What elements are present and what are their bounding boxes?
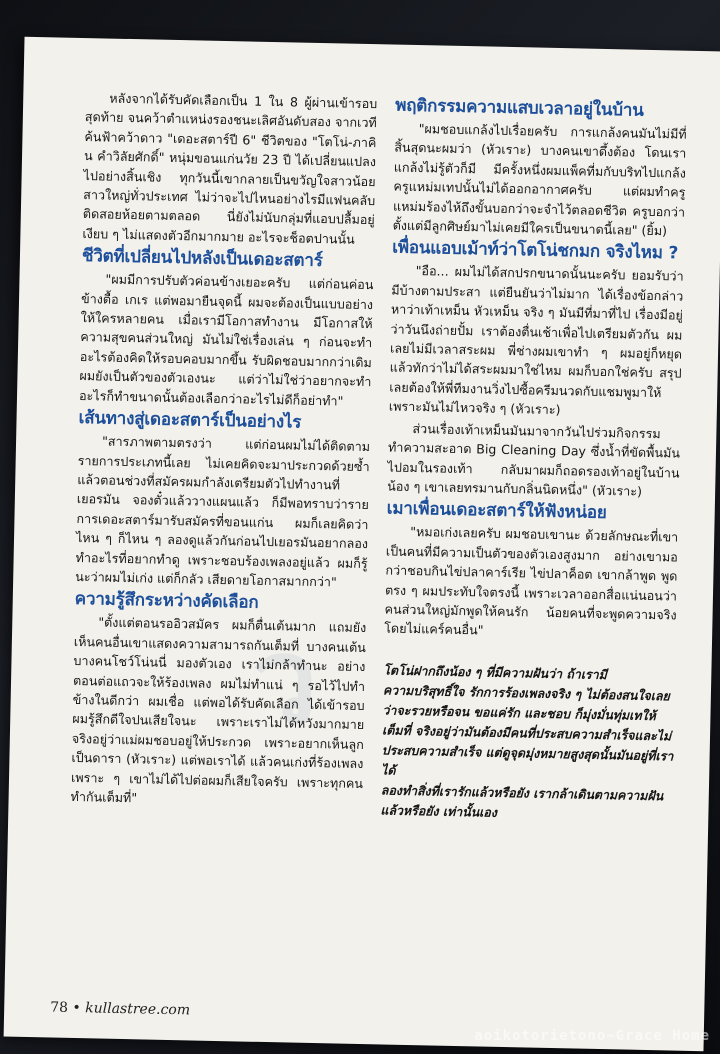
closing-line: ประสบความสำเร็จ แต่ดูจุดมุ่งหมายสูงสุดนั้นมันอยู่ที่เราได้	[381, 742, 674, 778]
closing-line: ความบริสุทธิ์ใจ รักการร้องเพลงจริง ๆ ไม่ต้องสนใจเลย	[382, 682, 670, 704]
closing-line: แล้วหรือยัง เท่านั้นเอง	[380, 802, 498, 820]
left-column	[70, 88, 377, 814]
magazine-page	[4, 37, 720, 1051]
body-paragraph: "ผมมีการปรับตัวค่อนข้างเยอะครับ แต่ก่อนค่อนข้างตื้อ เกเร แต่พอมายืนจุดนี้ ผมจะต้องเป็นแบบอย่างให้ใครหลายคน เมื่อเรามีโอกาสทำงาน มีโอกาสให้ความสุขคนส่วนใหญ่ มันไม่ใช่เรื่องเล่น ๆ ก่อนจะทำอะไรต้องคิดให้รอบคอบมากขึ้น รับผิดชอบมากกว่าเดิม ผมยังเป็นตัวของตัวเองนะ แต่ว่าไม่ใช่ว่าอยากจะทำอะไรก็ทำขนาดนั้นต้องเลือกว่าอะไรไม่ดีก็อย่าทำ"	[78, 271, 374, 409]
body-paragraph: "ตั้งแต่ตอนรออิวสมัคร ผมก็ตื่นเต้นมาก แถมยังเห็นคนอื่นเขาแสดงความสามารถกันเต็มที่ บางคนเต้นบางคนโชว์โน่นนี่ มองตัวเอง เราไม่กล้าทำนะ อย่างตอนต่อแถวจะให้ร้องเพลง ผมไม่ทำแน่ ๆ รอไว้ไปทำข้างในดีกว่า ผมเชื่อ แต่พอได้รับคัดเลือก ได้เข้ารอบ ผมรู้สึกดีใจปนเสียใจนะ เพราะเราไม่ได้หวังมากมาย จริงอยู่ว่าแม่ผมชอบอยู่ให้ประกวด เพราะอยากเห็นลูกเป็นดารา (หัวเราะ) แต่พอเราได้ แล้วคนเก่งที่ร้องเพลงเพราะ ๆ เขาไม่ได้ไปต่อผมก็เสียใจครับ เพราะทุกคนทำกันเต็มที่"	[70, 614, 367, 806]
footer-bullet: •	[72, 999, 81, 1017]
body-paragraph: "หมอเก่งเลยครับ ผมชอบเขานะ ด้วยลักษณะที่เขาเป็นคนที่มีความเป็นตัวของตัวเองสูงมาก อย่างเขามอกว่าชอบกินไข่ปลาคาร์เรีย ไข่ปลาค็อต เขากล้าพูด พูดตรง ๆ ผมประทับใจตรงนี้ เพราะเวลาออกสื่อแน่นอนว่าคนส่วนใหญ่มักพูดให้คนรัก น้อยคนที่จะพูดความจริงโดยไม่แคร์คนอื่น"	[384, 524, 679, 638]
closing-line: ว่าจะรวยหรือจน ขอแค่รัก และชอบ ก็มุ่งมั่นทุ่มเทให้	[382, 702, 656, 723]
closing-line: โตโน่ฝากถึงน้อง ๆ ที่มีความฝันว่า ถ้าเรามี	[383, 662, 607, 682]
right-column	[380, 95, 687, 827]
closing-line: เต็มที่ จริงอยู่ว่ามันต้องมีคนที่ประสบความสำเร็จและไม่	[381, 722, 672, 744]
intro-paragraph: หลังจากได้รับคัดเลือกเป็น 1 ใน 8 ผู้ผ่านเข้ารอบสุดท้าย จนคว้าตำแหน่งรองชนะเลิศอันดับสอง จากเวทีค้นฟ้าคว้าดาว "เดอะสตาร์ปี 6" ชีวิตของ "โตโน่-ภาคิน คำวิลัยศักดิ์" หนุ่มขอนแก่นวัย 23 ปี ได้เปลี่ยนแปลงไปอย่างสิ้นเชิง ทุกวันนี้เขากลายเป็นขวัญใจสาวน้อยสาวใหญ่ทั่วประเทศ ไม่ว่าจะไปไหนอย่างไรมีแฟนคลับติดสอยห้อยตามตลอด นี่ยังไม่นับกลุ่มที่แอบปลื้มอยู่เงียบ ๆ ไม่แสดงตัวอีกมากมาย อะไรจะช็อตปานนั้น	[82, 90, 378, 247]
site-name: kullastree.com	[85, 1000, 191, 1019]
closing-message	[380, 660, 675, 826]
watermark: aoikotorietono~Grace Home	[474, 1028, 710, 1044]
page-footer	[50, 1000, 190, 1019]
closing-line: ลองทำสิ่งที่เรารักแล้วหรือยัง เรากล้าเดินตามความฝัน	[380, 782, 664, 804]
svg-text:ว: ว	[249, 611, 320, 753]
body-paragraph: ส่วนเรื่องเท้าเหม็นมันมาจากวันไปร่วมกิจกรรมทำความสะอาด Big Cleaning Day ซึ่งน้ำที่ขัดพื้นมันไปอมในรองเท้า กลับมาผมก็ถอดรองเท้าอยู่ในบ้าน น้อง ๆ เขาเลยทรมานกับกลิ่นนิดหนึ่ง" (หัวเราะ)	[387, 420, 681, 499]
body-paragraph: "ผมชอบแกล้งไปเรื่อยครับ การแกล้งคนมันไม่มีที่สิ้นสุดนะผมว่า (หัวเราะ) บางคนเขาดึ้งต้อง โดนเราแกล้งไม่รู้ตัวก็มี มีครั้งหนึ่งผมแพ็คที่มกับบริทไปแกล้งครูแหม่มเทปนั้นไม่ได้ออกอากาศครับ แต่ผมทำครูแหม่มร้องไห้ถึงขั้นบอกว่าจะจำไว้ตลอดชีวิต ครูบอกว่าตั้งแต่มีลูกศิษย์มาไม่เคยมีใครเป็นขนาดนี้เลย" (ยิ้ม)	[392, 121, 687, 239]
body-paragraph: "อือ... ผมไม่ได้สกปรกขนาดนั้นนะครับ ยอมรับว่ามีบ้างตามประสา แต่ยืนยันว่าไม่มาก ได้เรื่องข้อกล่าวหาว่าเท้าเหม็น หัวเหม็น จริง ๆ มันมีที่มาที่ไป เรื่องมีอยู่ว่าวันนึงถ่ายปั้ม เราต้องตื่นเช้าเพื่อไปเตรียมตัวกัน ผมเลยไม่มีเวลาสระผม พี่ช่างผมเขาทำ ๆ ผมอยู่ก็หยุด แล้วทักว่าไม่ได้สระผมมาใช่ไหม ผมก็บอกใช่ครับ สรุป เลยต้องให้พี่ทีมงานวิ่งไปซื้อครีมนวดกับแชมพูมาให้ เพราะมันไม่ไหวจริง ๆ (หัวเราะ)	[388, 263, 684, 418]
page-number: 78	[50, 999, 69, 1016]
body-paragraph: "สารภาพตามตรงว่า แต่ก่อนผมไม่ได้ติดตามรายการประเภทนี้เลย ไม่เคยคิดจะมาประกวดด้วยซ้ำ แล้วตอนช่วงที่สมัครผมกำลังเตรียมตัวไปทำงานที่เยอรมัน จองตั๋วแล้ววางแผนแล้ว ก็มีพอทราบว่ารายการเดอะสตาร์มารับสมัครที่ขอนแก่น ผมก็เลยคิดว่าไหน ๆ ก็ไหน ๆ ลองดูแล้วกันก่อนไปเยอรมันอยากลองทำอะไรที่อยากทำดู เพราะชอบร้องเพลงอยู่แล้ว ผมก็รู้นะว่าผมไม่เก่ง แต่ก็กลัว เสียดายโอกาสมากกว่า"	[75, 433, 371, 590]
section-heading: ความรู้สึกระหว่างคัดเลือก	[74, 589, 259, 614]
section-heading: ชีวิตที่เปลี่ยนไปหลังเป็นเดอะสตาร์	[81, 246, 323, 272]
section-heading: เพื่อนแอบเม้าท์ว่าโตโน่ชกมก จริงไหม ?	[391, 237, 679, 264]
section-heading: เมาเพื่อนเดอะสตาร์ให้ฟังหน่อย	[386, 498, 607, 524]
section-heading: เส้นทางสู่เดอะสตาร์เป็นอย่างไร	[78, 408, 302, 433]
section-heading: พฤติกรรมความแสบเวลาอยู่ในบ้าน	[394, 95, 644, 121]
